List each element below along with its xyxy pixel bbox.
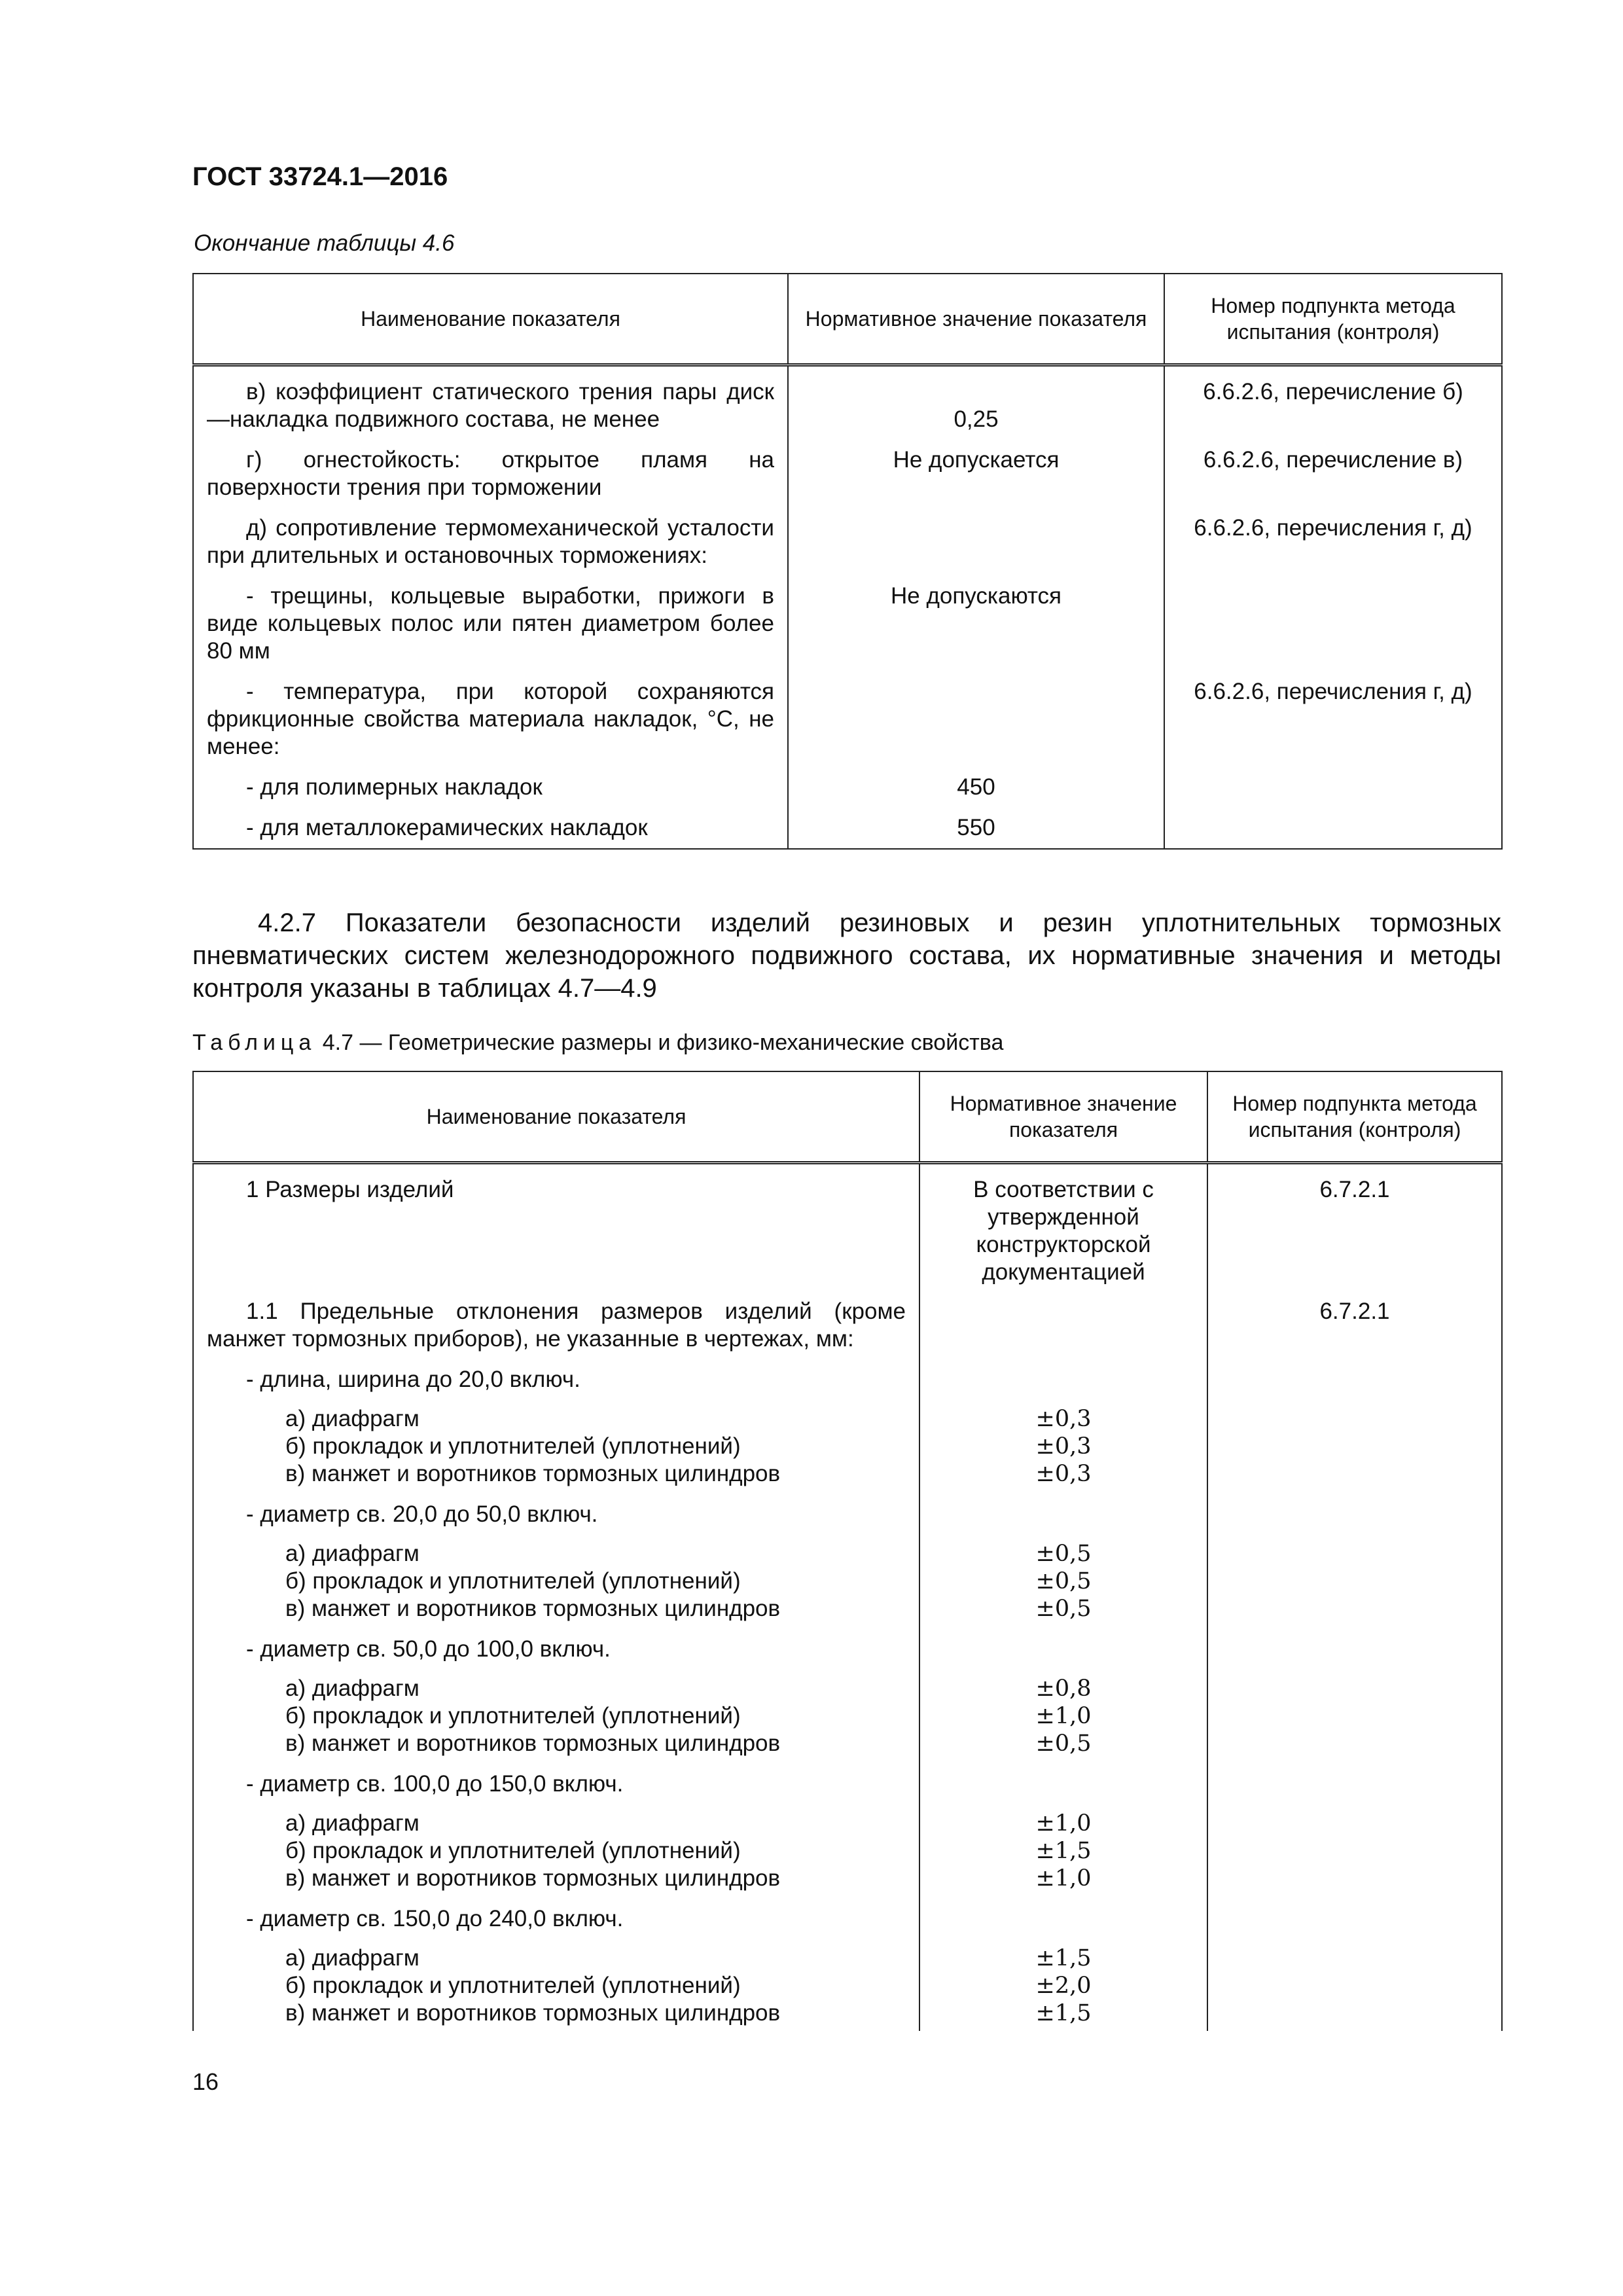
list-item: в) манжет и воротников тормозных цилиндров (285, 1596, 781, 1621)
indicator-value: 0,25 (954, 406, 999, 432)
table-header-row (193, 274, 1502, 365)
table-row (193, 1366, 1502, 1405)
table-4-7-caption (192, 1030, 1003, 1056)
table-4-6 (192, 273, 1503, 850)
indicator-name: д) сопротивление термомеханической усталости при длительных и остановочных торможениях: (207, 515, 774, 568)
indicator-name: в) коэффициент статического трения пары диск—накладка подвижного состава, не менее (207, 379, 774, 432)
table-row (193, 814, 1502, 849)
list-item: а) диафрагм (285, 1676, 419, 1701)
list-item: а) диафрагм (285, 1945, 419, 1971)
tolerance-value: ±0,8 (1035, 1676, 1092, 1702)
tolerance-value: ±1,5 (1035, 1945, 1092, 1971)
method-reference: 6.6.2.6, перечисления г, д) (1194, 679, 1472, 704)
tolerance-value: ±1,5 (1035, 2000, 1092, 2026)
column-header-name: Наименование показателя (193, 1071, 919, 1163)
table-row (193, 678, 1502, 774)
list-item: б) прокладок и уплотнителей (уплотнений) (285, 1433, 741, 1459)
indicator-value: 550 (957, 815, 995, 840)
table-row (193, 1163, 1502, 1299)
list-item: б) прокладок и уплотнителей (уплотнений) (285, 1973, 741, 1998)
tolerance-value: ±0,5 (1035, 1731, 1092, 1757)
list-item: а) диафрагм (285, 1406, 419, 1431)
table-row (193, 1405, 1502, 1501)
table-title: 4.7 — Геометрические размеры и физико-механические свойства (322, 1030, 1004, 1055)
table-row (193, 1675, 1502, 1770)
table-row (193, 1905, 1502, 1945)
method-reference: 6.7.2.1 (1319, 1299, 1390, 1324)
tolerance-value: ±1,0 (1035, 1703, 1092, 1729)
paragraph-text: Показатели безопасности изделий резиновых и резин уплотнительных тормозных пневматических систем железнодорожного подвижного состава, их нормативные значения и методы контроля указаны в таблицах 4.7—4.9 (192, 908, 1501, 1003)
table-4-7 (192, 1071, 1503, 2031)
list-item: в) манжет и воротников тормозных цилиндров (285, 1461, 781, 1486)
method-reference: 6.7.2.1 (1319, 1177, 1390, 1202)
group-title: - диаметр св. 50,0 до 100,0 включ. (246, 1636, 611, 1662)
group-title: - диаметр св. 20,0 до 50,0 включ. (246, 1501, 598, 1527)
table-continuation-caption: Окончание таблицы 4.6 (194, 230, 455, 256)
table-row (193, 774, 1502, 814)
table-label: Таблица (192, 1030, 317, 1055)
tolerance-value: ±0,5 (1035, 1568, 1092, 1594)
paragraph-4-2-7 (192, 906, 1501, 1005)
table-header-row (193, 1071, 1502, 1163)
tolerance-value: ±1,5 (1035, 1838, 1092, 1864)
table-row (193, 365, 1502, 447)
document-code: ГОСТ 33724.1—2016 (192, 162, 448, 191)
indicator-name: - для полимерных накладок (246, 774, 543, 800)
table-row (193, 1770, 1502, 1810)
column-header-value: Нормативное значение показателя (788, 274, 1164, 365)
paragraph-number: 4.2.7 (258, 908, 316, 937)
column-header-value: Нормативное значение показателя (919, 1071, 1207, 1163)
list-item: б) прокладок и уплотнителей (уплотнений) (285, 1703, 741, 1729)
table-row (193, 583, 1502, 678)
indicator-name: - трещины, кольцевые выработки, прижоги в виде кольцевых полос или пятен диаметром более 80 мм (207, 583, 774, 664)
column-header-method: Номер подпункта метода испытания (контроля) (1164, 274, 1502, 365)
method-reference: 6.6.2.6, перечисление в) (1203, 447, 1463, 473)
table-row (193, 1810, 1502, 1905)
group-title: - длина, ширина до 20,0 включ. (246, 1367, 580, 1392)
table-row (193, 1298, 1502, 1366)
column-header-method: Номер подпункта метода испытания (контроля) (1207, 1071, 1502, 1163)
tolerance-value: ±2,0 (1035, 1973, 1092, 1999)
indicator-name: - для металлокерамических накладок (246, 815, 648, 840)
tolerance-value: ±0,3 (1035, 1461, 1092, 1487)
tolerance-value: ±0,5 (1035, 1541, 1092, 1567)
indicator-value: Не допускается (893, 447, 1060, 473)
tolerance-value: ±0,3 (1035, 1406, 1092, 1432)
indicator-value: 450 (957, 774, 995, 800)
tolerance-value: ±1,0 (1035, 1865, 1092, 1892)
indicator-name: 1.1 Предельные отклонения размеров изделий (кроме манжет тормозных приборов), не указанные в чертежах, мм: (207, 1299, 906, 1352)
table-row (193, 446, 1502, 514)
method-reference: 6.6.2.6, перечисление б) (1203, 379, 1463, 404)
table-row (193, 1636, 1502, 1675)
indicator-value: Не допускаются (890, 583, 1062, 609)
table-row (193, 1501, 1502, 1540)
list-item: б) прокладок и уплотнителей (уплотнений) (285, 1838, 741, 1863)
tolerance-value: ±0,5 (1035, 1596, 1092, 1622)
tolerance-value: ±0,3 (1035, 1433, 1092, 1460)
indicator-name: 1 Размеры изделий (246, 1177, 454, 1202)
page-number: 16 (192, 2068, 219, 2095)
tolerance-value: ±1,0 (1035, 1810, 1092, 1837)
list-item: в) манжет и воротников тормозных цилиндров (285, 1731, 781, 1756)
table-row (193, 514, 1502, 583)
group-title: - диаметр св. 150,0 до 240,0 включ. (246, 1906, 624, 1931)
table-row (193, 1945, 1502, 2031)
indicator-name: г) огнестойкость: открытое пламя на поверхности трения при торможении (207, 447, 774, 500)
method-reference: 6.6.2.6, перечисления г, д) (1194, 515, 1472, 541)
list-item: а) диафрагм (285, 1810, 419, 1836)
column-header-name: Наименование показателя (193, 274, 788, 365)
table-row (193, 1540, 1502, 1636)
list-item: в) манжет и воротников тормозных цилиндров (285, 2000, 781, 2026)
list-item: в) манжет и воротников тормозных цилиндров (285, 1865, 781, 1891)
list-item: а) диафрагм (285, 1541, 419, 1566)
indicator-name: - температура, при которой сохраняются фрикционные свойства материала накладок, °С, не менее: (207, 679, 774, 759)
list-item: б) прокладок и уплотнителей (уплотнений) (285, 1568, 741, 1594)
group-title: - диаметр св. 100,0 до 150,0 включ. (246, 1771, 624, 1797)
indicator-value: В соответствии с утвержденной конструкторской документацией (973, 1177, 1154, 1285)
